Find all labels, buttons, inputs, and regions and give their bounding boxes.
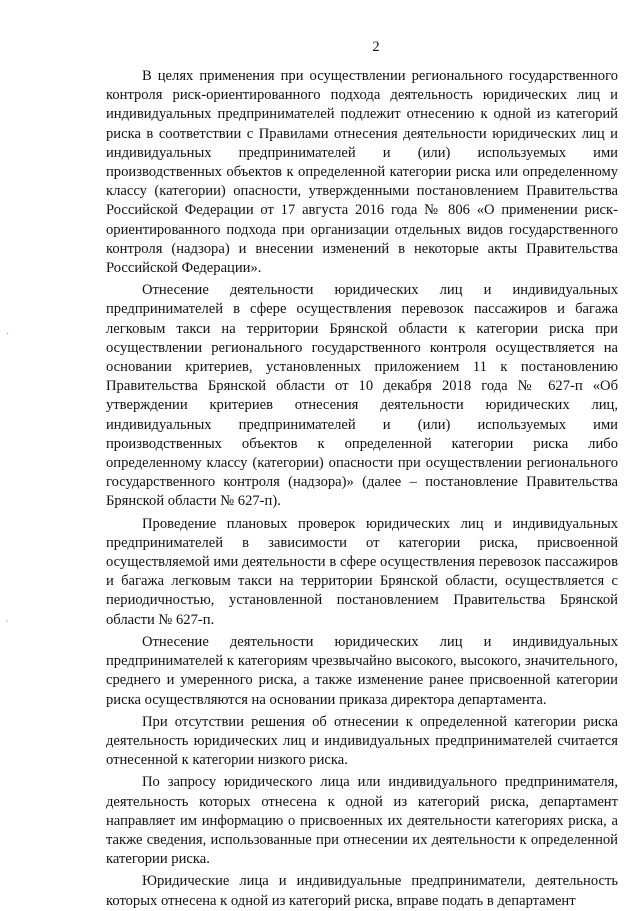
paragraph-planned-inspections: Проведение плановых проверок юридических лиц и индивидуальных предпринимателей в зависимости от категории риска, присвоенной осуществляемой ими деятельности в сфере осуществления перевозок пассажиров и багажа легковым такси на территории Брянской области, осуществляется с периодичностью, установленной постановлением Правительства Брянской области № 627-п. bbox=[106, 515, 618, 628]
paragraph-right-to-apply: Юридические лица и индивидуальные предприниматели, деятельность которых отнесена к одной из категорий риска, вправе подать в департамент bbox=[106, 873, 618, 909]
scan-margin-mark: ' bbox=[6, 619, 8, 630]
paragraph-low-risk-default: При отсутствии решения об отнесении к определенной категории риска деятельность юридических лиц и индивидуальных предпринимателей считается отнесенной к категории низкого риска. bbox=[106, 713, 618, 769]
paragraph-risk-approach: В целях применения при осуществлении регионального государственного контроля риск-ориентированного подхода деятельность юридических лиц и индивидуальных предпринимателей подлежит отнесению к одной из категорий риска в соответствии с Правилами отнесения деятельности юридических лиц и индивидуальных предпринимателей и (или) используемых ими производственных объектов к определенной категории риска или определенному классу (категории) опасности, утвержденными постановлением Правительства Российской Федерации от 17 августа 2016 года № 806 «О применении риск-ориентированного подхода при организации отдельных видов государственного контроля (надзора) и внесении изменений в некоторые акты Правительства Российской Федерации». bbox=[106, 68, 618, 277]
paragraph-risk-criteria: Отнесение деятельности юридических лиц и индивидуальных предпринимателей в сфере осуществления перевозок пассажиров и багажа легковым такси на территории Брянской области к категории риска при осуществлении регионального государственного контроля осуществляется на основании критериев, установленных приложением 11 к постановлению Правительства Брянской области от 10 декабря 2018 года № 627-п «Об утверждении критериев отнесения деятельности юридических лиц, индивидуальных предпринимателей и (или) используемых ими производственных объектов к определенной категории риска либо определенному классу (категории) опасности при осуществлении регионального государственного контроля (надзора)» (далее – постановление Правительства Брянской области № 627-п). bbox=[106, 282, 618, 510]
scan-margin-mark: · bbox=[6, 329, 10, 340]
paragraph-risk-assignment: Отнесение деятельности юридических лиц и индивидуальных предпринимателей к категориям чрезвычайно высокого, высокого, значительного, среднего и умеренного риска, а также изменение ранее присвоенной категории риска осуществляются на основании приказа директора департамента. bbox=[106, 633, 618, 708]
page-number: 2 bbox=[372, 39, 380, 55]
paragraph-information-request: По запросу юридического лица или индивидуального предпринимателя, деятельность которых отнесена к одной из категорий риска, департамент направляет им информацию о присвоенных их деятельности категориях риска, а также сведения, использованные при отнесении их деятельности к определенной категории риска. bbox=[106, 774, 618, 868]
